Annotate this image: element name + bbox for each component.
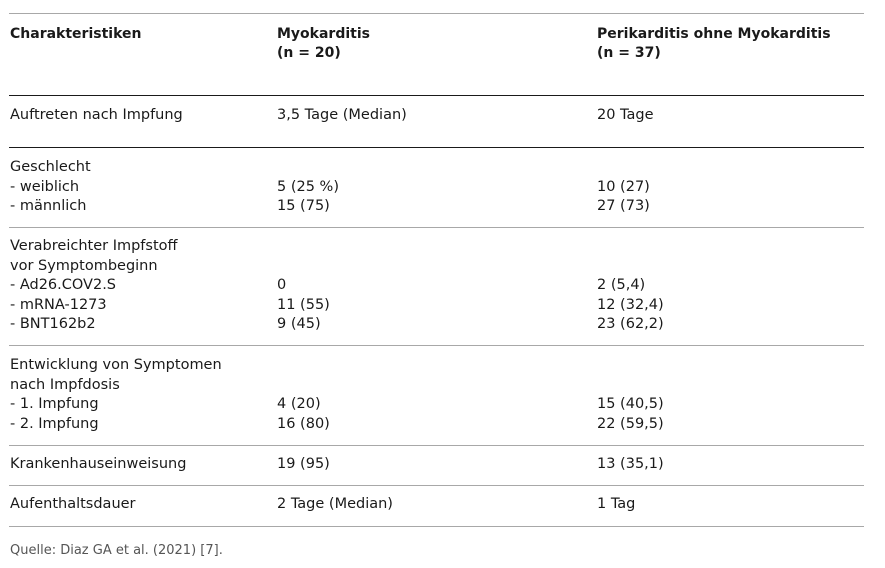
- row-label: Krankenhauseinweisung: [10, 456, 187, 472]
- table-top-rule: [9, 13, 864, 14]
- row-pericarditis-value: 2 (5,4) 12 (32,4) 23 (62,2): [597, 277, 664, 332]
- row-myocarditis-value: 5 (25 %) 15 (75): [277, 178, 339, 214]
- row-label: Aufenthaltsdauer: [10, 496, 136, 512]
- header-pericarditis: Perikarditis ohne Myokarditis (n = 37): [597, 26, 831, 61]
- row-myocarditis-value: 0 11 (55) 9 (45): [277, 277, 330, 332]
- row-label: Entwicklung von Symptomen nach Impfdosis - 1. Impfung - 2. Impfung: [10, 357, 222, 432]
- row-pericarditis-value: 1 Tag: [597, 496, 636, 512]
- row-myocarditis-value: 3,5 Tage (Median): [277, 107, 407, 123]
- row-myocarditis-value: 4 (20) 16 (80): [277, 396, 330, 432]
- row-pericarditis-value: 15 (40,5) 22 (59,5): [597, 396, 664, 432]
- row-divider: [9, 147, 864, 148]
- header-characteristics: Charakteristiken: [10, 26, 142, 42]
- row-pericarditis-value: 10 (27) 27 (73): [597, 178, 650, 214]
- source-note: Quelle: Diaz GA et al. (2021) [7].: [10, 543, 223, 558]
- row-myocarditis-value: 19 (95): [277, 456, 330, 472]
- row-myocarditis-value: 2 Tage (Median): [277, 496, 393, 512]
- row-label: Geschlecht - weiblich - männlich: [10, 159, 91, 214]
- row-pericarditis-value: 20 Tage: [597, 107, 654, 123]
- row-label: Auftreten nach Impfung: [10, 107, 183, 123]
- header-bottom-rule: [9, 95, 864, 96]
- header-myocarditis: Myokarditis (n = 20): [277, 26, 370, 61]
- row-divider: [9, 485, 864, 486]
- table-bottom-rule: [9, 526, 864, 527]
- row-divider: [9, 345, 864, 346]
- row-divider: [9, 227, 864, 228]
- row-pericarditis-value: 13 (35,1): [597, 456, 664, 472]
- row-divider: [9, 445, 864, 446]
- row-label: Verabreichter Impfstoff vor Symptombeginn - Ad26.COV2.S - mRNA-1273 - BNT162b2: [10, 238, 178, 332]
